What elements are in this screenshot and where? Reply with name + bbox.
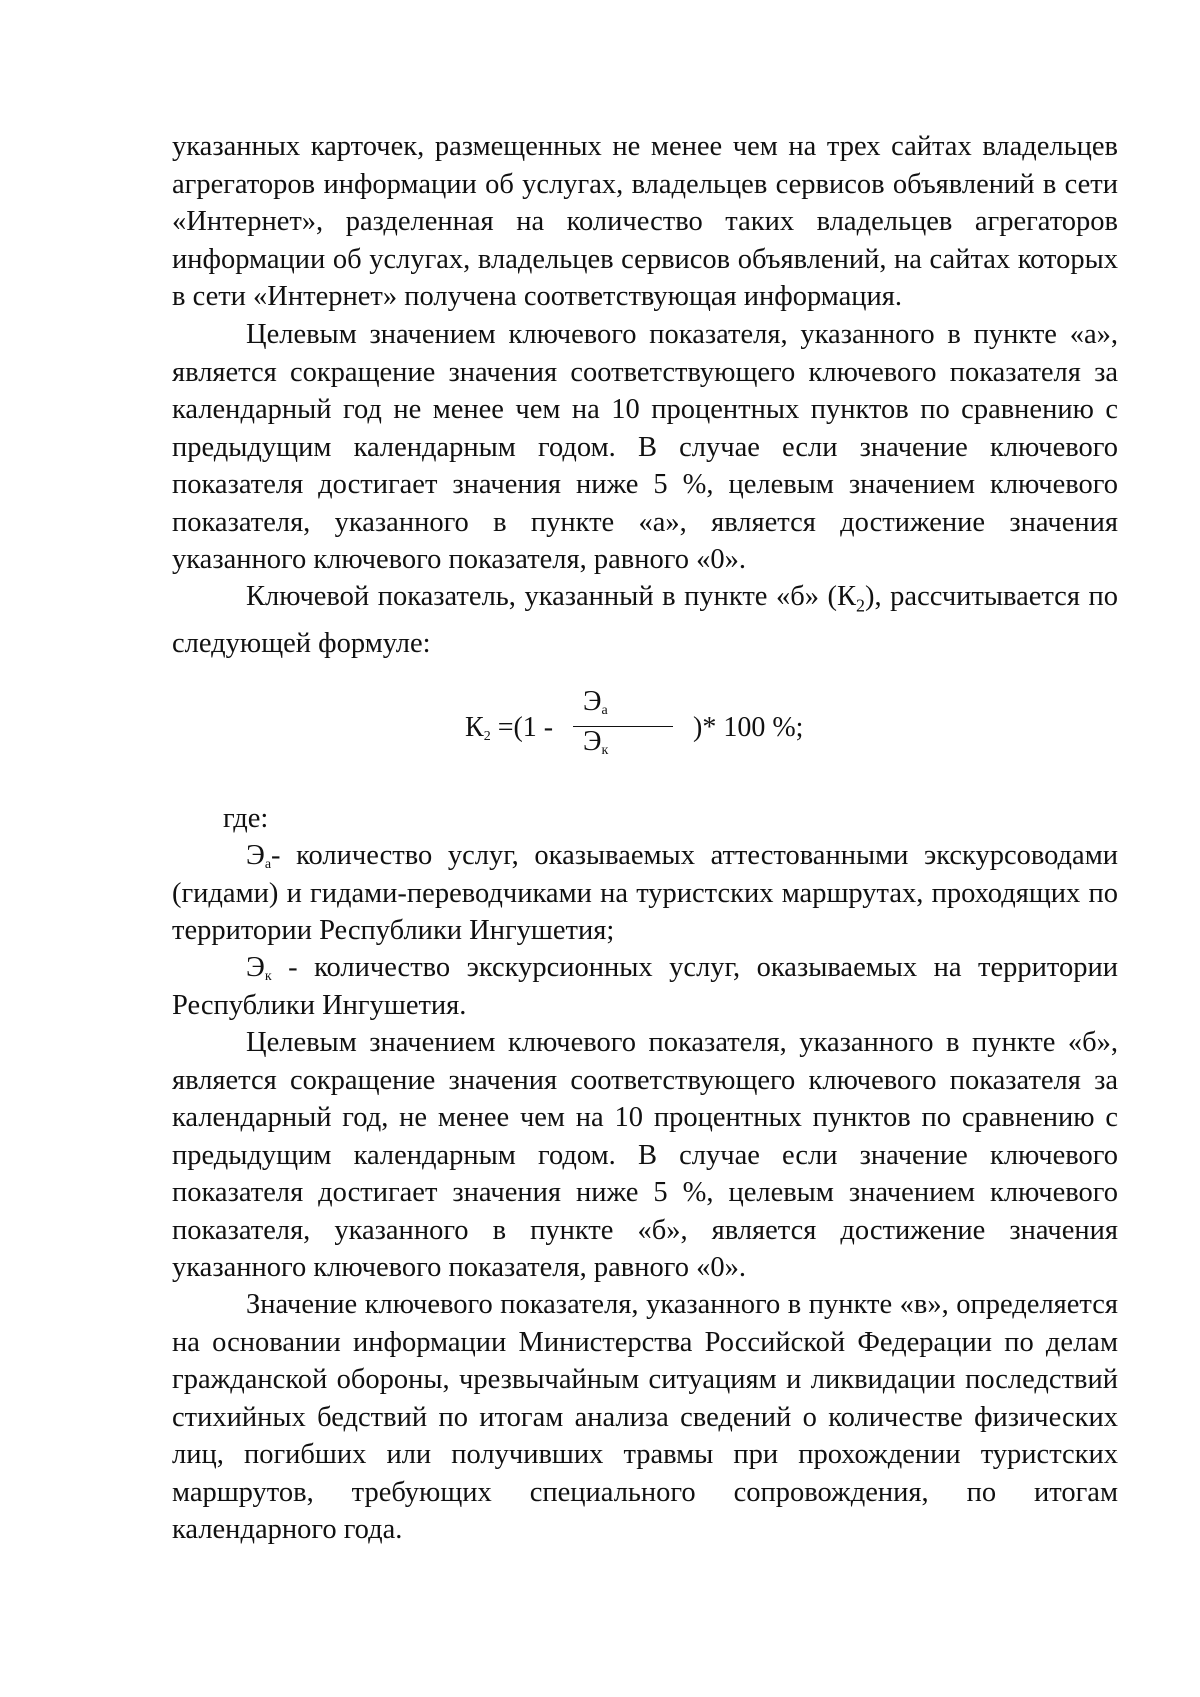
formula-lhs-symbol: К	[465, 712, 484, 743]
formula-numerator-symbol: Э	[583, 686, 602, 717]
definition-ek-letter: Э	[246, 952, 265, 983]
definition-ea-letter: Э	[246, 840, 265, 871]
formula-lhs-rest: =(1 -	[490, 712, 561, 743]
paragraph-3-subscript: 2	[856, 595, 866, 616]
paragraph-3-text-end: ), рассчитывается по следующей формуле:	[172, 581, 1118, 660]
paragraph-target-value-b: Целевым значением ключевого показателя, указанного в пункте «б», является сокращение значения соответствующего ключевого показателя за календарный год, не менее чем на 10 процентных пунктов по сравнению с предыдущим календарным годом. В случае если значение ключевого показателя достигает значения ниже 5 %, целевым значением ключевого показателя, указанного в пункте «б», является достижение значения указанного ключевого показателя, равного «0».	[172, 1027, 1118, 1283]
formula-lhs	[465, 712, 560, 744]
formula-k2	[465, 686, 845, 776]
formula-numerator-subscript: а	[601, 703, 608, 718]
formula-lhs-subscript: 2	[483, 729, 491, 744]
formula-denominator-subscript: к	[601, 743, 609, 758]
paragraph-target-value-a: Целевым значением ключевого показателя, указанного в пункте «а», является сокращение значения соответствующего ключевого показателя за календарный год не менее чем на 10 процентных пунктов по сравнению с предыдущим календарным годом. В случае если значение ключевого показателя достигает значения ниже 5 %, целевым значением ключевого показателя, указанного в пункте «а», является достижение значения указанного ключевого показателя, равного «0».	[172, 319, 1118, 575]
formula-rhs: )* 100 %;	[693, 712, 804, 743]
definition-ea	[172, 837, 1118, 950]
definition-ek-text: - количество экскурсионных услуг, оказываемых на территории Республики Ингушетия.	[172, 952, 1118, 1021]
definition-ea-subscript: а	[264, 857, 272, 872]
formula-denominator	[583, 726, 608, 758]
definition-ea-symbol	[246, 840, 271, 871]
definition-ea-text: - количество услуг, оказываемых аттестованными экскурсоводами (гидами) и гидами-переводчиками на туристских маршрутах, проходящих по территории Республики Ингушетия;	[172, 840, 1118, 946]
formula-numerator	[583, 686, 608, 718]
formula-denominator-symbol: Э	[583, 726, 602, 757]
paragraph-indicator-b-intro	[172, 578, 1118, 663]
paragraph-carry-over: указанных карточек, размещенных не менее чем на трех сайтах владельцев агрегаторов информации об услугах, владельцев сервисов объявлений в сети «Интернет», разделенная на количество таких владельцев агрегаторов информации об услугах, владельцев сервисов объявлений, на сайтах которых в сети «Интернет» получена соответствующая информация.	[172, 131, 1118, 312]
paragraph-indicator-v: Значение ключевого показателя, указанного в пункте «в», определяется на основании информации Министерства Российской Федерации по делам гражданской обороны, чрезвычайным ситуациям и ликвидации последствий стихийных бедствий по итогам анализа сведений о количестве физических лиц, погибших или получивших травмы при прохождении туристских маршрутов, требующих специального сопровождения, по итогам календарного года.	[172, 1289, 1118, 1545]
where-label: где:	[223, 803, 269, 834]
definition-ek-subscript: к	[264, 969, 272, 984]
definition-ek	[172, 949, 1118, 1024]
definition-ek-symbol	[246, 952, 272, 983]
paragraph-3-text-start: Ключевой показатель, указанный в пункте «б» (К	[246, 581, 857, 612]
